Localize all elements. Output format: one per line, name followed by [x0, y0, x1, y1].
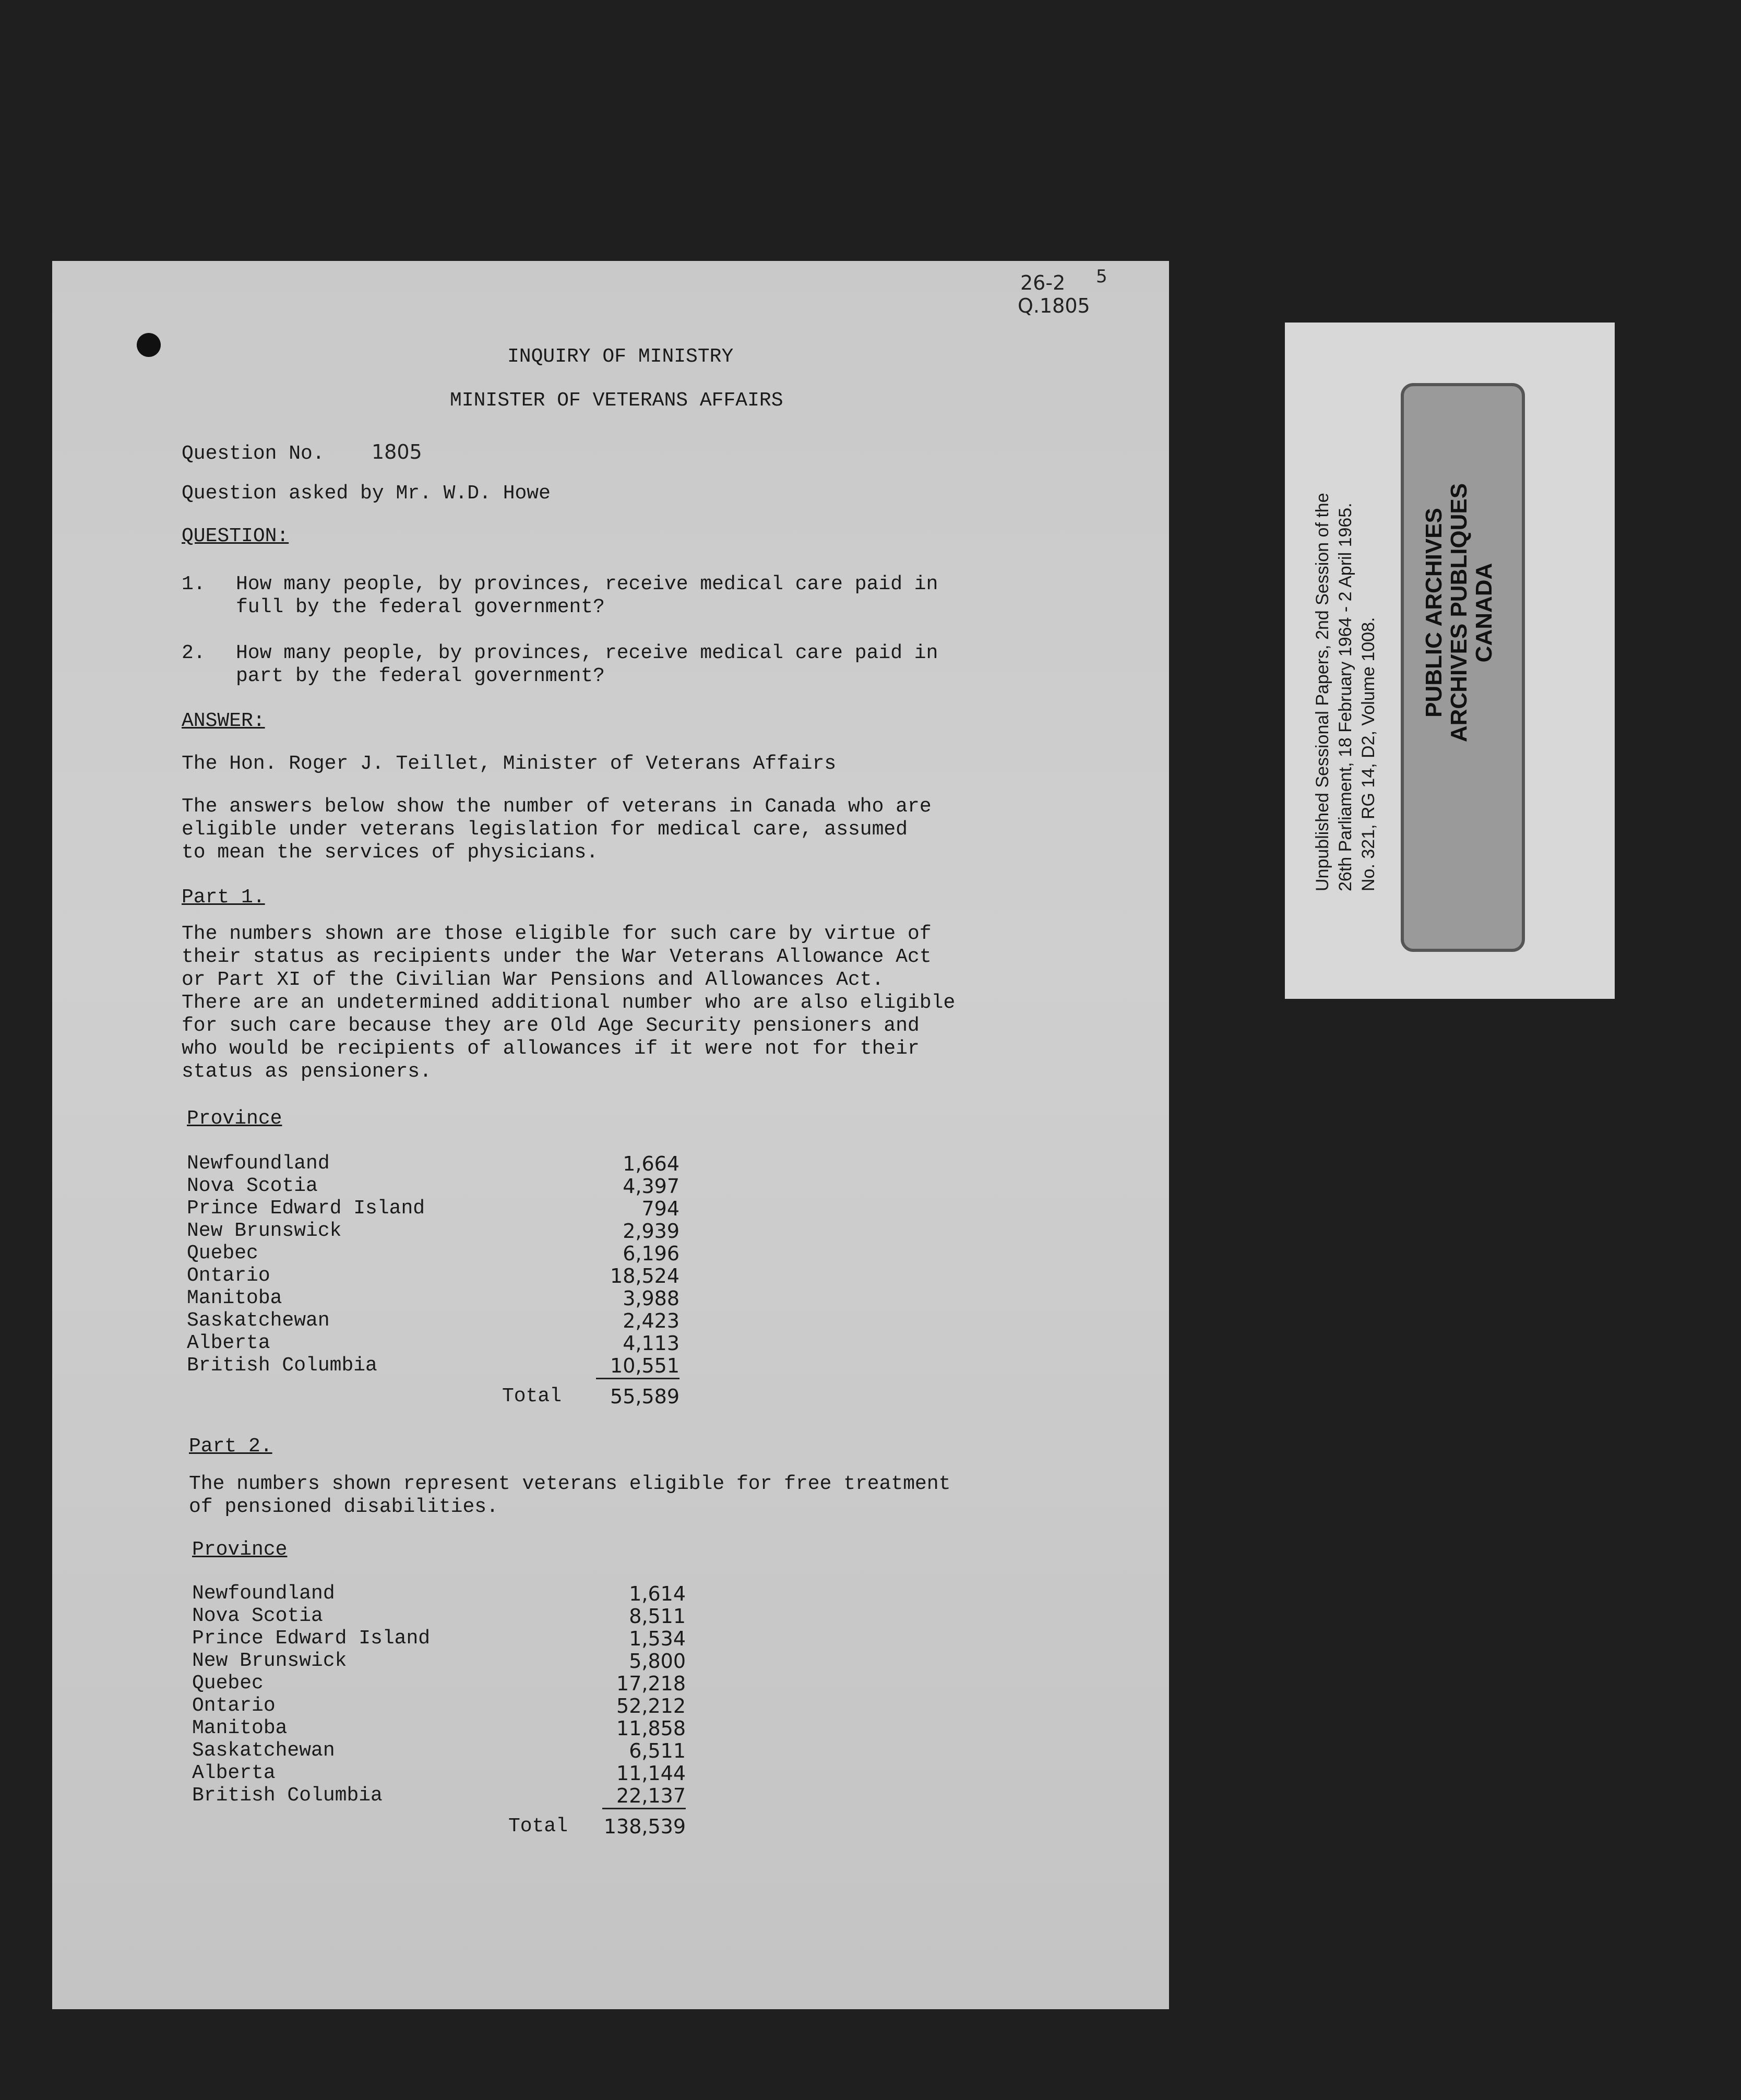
part-2-row	[192, 1762, 766, 1785]
part-1-row	[187, 1175, 761, 1198]
archive-label	[1285, 323, 1615, 999]
reference-mark: 5	[1096, 266, 1107, 287]
archive-caption-line-1: Unpublished Sessional Papers, 2nd Session of the	[1313, 493, 1332, 891]
part-1-total-label: Total	[502, 1385, 562, 1407]
part-2-line-1: The numbers shown represent veterans eligible for free treatment	[189, 1473, 951, 1495]
part-1-table	[187, 1152, 761, 1465]
part-1-row	[187, 1152, 761, 1175]
part-1-province: New Brunswick	[187, 1220, 342, 1242]
archive-stamp-line-3: CANADA	[1471, 563, 1497, 663]
part-1-value: 794	[641, 1197, 679, 1220]
part-1-line-5: for such care because they are Old Age Security pensioners and	[182, 1015, 920, 1037]
question-number-value: 1805	[372, 440, 422, 463]
question-2-number: 2.	[182, 642, 206, 664]
document-title: INQUIRY OF MINISTRY	[507, 345, 734, 368]
punch-hole	[137, 333, 161, 357]
part-1-value: 1,664	[623, 1152, 679, 1175]
part-2-value: 11,144	[616, 1762, 686, 1785]
archive-caption-line-2: 26th Parliament, 18 February 1964 - 2 April 1965.	[1335, 503, 1355, 891]
part-2-table	[192, 1582, 766, 1895]
part-2-row	[192, 1672, 766, 1695]
part-1-province: Prince Edward Island	[187, 1197, 425, 1220]
asked-by: Question asked by Mr. W.D. Howe	[182, 482, 551, 505]
part-2-province: Nova Scotia	[192, 1605, 323, 1627]
part-2-total-value: 138,539	[603, 1815, 686, 1838]
part-2-province: Quebec	[192, 1672, 264, 1695]
part-2-total-label: Total	[508, 1815, 568, 1837]
part-2-value: 17,218	[616, 1672, 686, 1695]
intro-line-3: to mean the services of physicians.	[182, 841, 599, 864]
question-number-label: Question No.	[182, 443, 325, 465]
answered-by: The Hon. Roger J. Teillet, Minister of Veterans Affairs	[182, 753, 837, 775]
part-1-province: Alberta	[187, 1332, 270, 1354]
part-1-value: 4,397	[623, 1175, 679, 1198]
intro-line-2: eligible under veterans legislation for medical care, assumed	[182, 818, 908, 841]
part-2-province: Ontario	[192, 1695, 276, 1717]
part-2-province: Alberta	[192, 1762, 276, 1784]
part-1-province-heading: Province	[187, 1107, 282, 1130]
part-1-row	[187, 1309, 761, 1332]
question-1-line-1: How many people, by provinces, receive medical care paid in	[236, 573, 938, 595]
question-2-line-2: part by the federal government?	[236, 665, 605, 687]
part-2-province: Manitoba	[192, 1717, 288, 1739]
part-1-province: Quebec	[187, 1242, 258, 1264]
part-2-province: Saskatchewan	[192, 1739, 335, 1762]
part-1-value: 3,988	[623, 1287, 679, 1310]
part-2-value: 1,614	[629, 1582, 686, 1605]
part-2-value: 11,858	[616, 1717, 686, 1740]
part-1-total-value: 55,589	[610, 1385, 679, 1408]
question-2-line-1: How many people, by provinces, receive medical care paid in	[236, 642, 938, 664]
part-2-row	[192, 1582, 766, 1605]
part-1-total-row	[187, 1385, 761, 1408]
part-2-row	[192, 1739, 766, 1762]
part-1-row	[187, 1242, 761, 1265]
part-2-row	[192, 1717, 766, 1740]
part-1-value: 2,423	[623, 1309, 679, 1332]
part-1-line-7: status as pensioners.	[182, 1060, 432, 1083]
part-2-total-rule	[602, 1808, 686, 1809]
part-1-line-2: their status as recipients under the War Veterans Allowance Act	[182, 946, 932, 968]
part-2-value: 52,212	[616, 1695, 686, 1717]
part-2-line-2: of pensioned disabilities.	[189, 1496, 498, 1518]
part-2-row	[192, 1650, 766, 1673]
reference-bottom: Q.1805	[1018, 294, 1090, 317]
question-1-line-2: full by the federal government?	[236, 596, 605, 618]
part-2-row	[192, 1605, 766, 1628]
part-1-province: Ontario	[187, 1264, 270, 1287]
part-1-line-3: or Part XI of the Civilian War Pensions and Allowances Act.	[182, 969, 884, 991]
part-2-total-row	[192, 1815, 766, 1838]
part-1-line-6: who would be recipients of allowances if it were not for their	[182, 1037, 920, 1060]
part-2-province-heading: Province	[192, 1538, 288, 1561]
part-1-province: Manitoba	[187, 1287, 282, 1309]
reference-top: 26-2	[1020, 271, 1066, 294]
part-1-row	[187, 1264, 761, 1287]
part-2-value: 6,511	[629, 1739, 686, 1762]
part-1-province: Saskatchewan	[187, 1309, 330, 1332]
part-2-value: 1,534	[629, 1627, 686, 1650]
part-1-province: Nova Scotia	[187, 1175, 318, 1197]
question-heading: QUESTION:	[182, 525, 289, 547]
part-1-row	[187, 1220, 761, 1243]
document-subtitle: MINISTER OF VETERANS AFFAIRS	[450, 389, 783, 412]
part-1-value: 18,524	[610, 1264, 679, 1287]
part-1-total-rule	[596, 1378, 679, 1379]
part-2-value: 8,511	[629, 1605, 686, 1628]
part-2-value: 22,137	[616, 1784, 686, 1807]
part-1-heading: Part 1.	[182, 886, 265, 909]
part-1-value: 10,551	[610, 1354, 679, 1377]
part-1-value: 6,196	[623, 1242, 679, 1265]
archive-caption-line-3: No. 321, RG 14, D2, Volume 1008.	[1358, 617, 1378, 891]
question-1-number: 1.	[182, 573, 206, 595]
part-2-province: Newfoundland	[192, 1582, 335, 1605]
answer-heading: ANSWER:	[182, 710, 265, 732]
part-1-province: British Columbia	[187, 1354, 377, 1377]
part-2-row	[192, 1784, 766, 1807]
part-2-value: 5,800	[629, 1650, 686, 1673]
part-2-province: New Brunswick	[192, 1650, 347, 1672]
part-2-row	[192, 1627, 766, 1650]
archive-stamp-line-2: ARCHIVES PUBLIQUES	[1446, 483, 1472, 743]
intro-line-1: The answers below show the number of veterans in Canada who are	[182, 795, 932, 818]
part-1-line-1: The numbers shown are those eligible for such care by virtue of	[182, 923, 932, 945]
document-page	[52, 261, 1169, 2009]
part-2-province: Prince Edward Island	[192, 1627, 431, 1650]
part-1-line-4: There are an undetermined additional number who are also eligible	[182, 992, 956, 1014]
part-1-row	[187, 1197, 761, 1220]
part-2-province: British Columbia	[192, 1784, 383, 1807]
part-1-value: 2,939	[623, 1220, 679, 1243]
archive-stamp-line-1: PUBLIC ARCHIVES	[1421, 508, 1447, 718]
part-1-province: Newfoundland	[187, 1152, 330, 1175]
part-1-row	[187, 1287, 761, 1310]
part-1-row	[187, 1354, 761, 1377]
part-1-row	[187, 1332, 761, 1355]
part-2-heading: Part 2.	[189, 1435, 272, 1458]
part-1-value: 4,113	[623, 1332, 679, 1355]
part-2-row	[192, 1695, 766, 1717]
